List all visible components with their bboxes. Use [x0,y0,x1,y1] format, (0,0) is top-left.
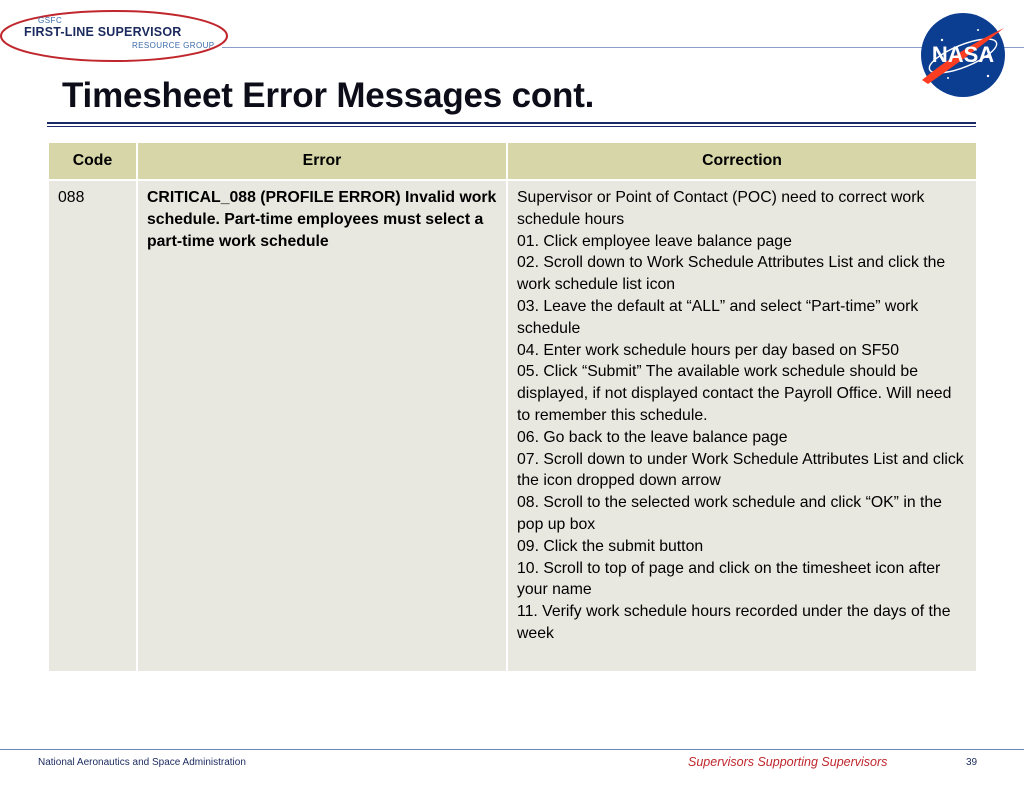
cell-error: CRITICAL_088 (PROFILE ERROR) Invalid work schedule. Part-time employees must select a part-time work schedule [137,180,507,672]
footer-tagline: Supervisors Supporting Supervisors [688,755,888,769]
header-error: Error [137,143,507,180]
correction-step: 10. Scroll to top of page and click on the timesheet icon after your name [517,559,941,599]
table-header-row [48,143,977,180]
logo-gsfc-text: GSFC [38,16,63,25]
logo-main-text: FIRST-LINE SUPERVISOR [24,25,182,39]
correction-step: 03. Leave the default at “ALL” and select “Part-time” work schedule [517,297,919,337]
correction-step: 07. Scroll down to under Work Schedule Attributes List and click the icon dropped down arrow [517,450,964,490]
correction-step: 05. Click “Submit” The available work schedule should be displayed, if not displayed contact the Payroll Office. Will need to remember this schedule. [517,363,952,424]
first-line-supervisor-logo [0,6,232,70]
cell-code: 088 [48,180,137,672]
cell-correction [507,180,977,672]
page-title: Timesheet Error Messages cont. [62,76,595,115]
nasa-logo [918,10,1008,100]
page-number: 39 [966,757,978,768]
header-correction: Correction [507,143,977,180]
nasa-logo-text: NASA [931,42,995,67]
correction-step: 08. Scroll to the selected work schedule and click “OK” in the pop up box [517,494,942,533]
footer-agency-name: National Aeronautics and Space Administration [38,757,246,768]
header-divider [222,47,1024,48]
correction-step: 02. Scroll down to Work Schedule Attributes List and click the work schedule list icon [517,254,946,294]
footer-divider [0,749,1024,750]
correction-step: 06. Go back to the leave balance page [517,428,788,446]
correction-intro: Supervisor or Point of Contact (POC) need to correct work schedule hours [517,189,925,228]
correction-step: 11. Verify work schedule hours recorded under the days of the week [517,603,951,642]
correction-step: 09. Click the submit button [517,537,704,555]
error-table [47,143,976,673]
correction-step: 04. Enter work schedule hours per day based on SF50 [517,341,899,359]
nasa-meatball-icon [918,10,1008,100]
header-code: Code [48,143,137,180]
table-row [48,180,977,672]
correction-step: 01. Click employee leave balance page [517,232,792,250]
title-divider [47,122,976,127]
logo-sub-text: RESOURCE GROUP [132,41,215,50]
